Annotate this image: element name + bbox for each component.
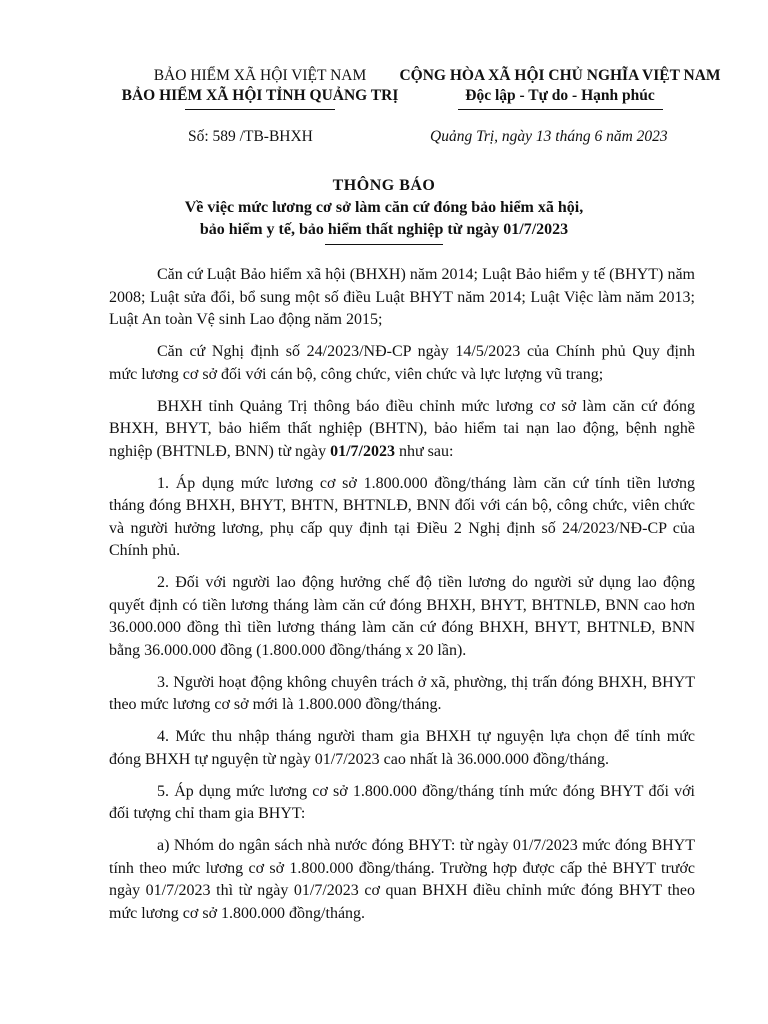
agency-underline xyxy=(185,109,335,110)
document-title-block xyxy=(100,175,668,245)
paragraph-item-3: 3. Người hoạt động không chuyên trách ở xã, phường, thị trấn đóng BHXH, BHYT theo mức lương cơ sở mới là 1.800.000 đồng/tháng. xyxy=(109,673,695,713)
national-header xyxy=(395,66,725,110)
document-title: THÔNG BÁO xyxy=(332,177,436,194)
announcement-text-end: như sau: xyxy=(394,442,454,460)
paragraph-legal-basis-2: Căn cứ Nghị định số 24/2023/NĐ-CP ngày 14/5/2023 của Chính phủ Quy định mức lương cơ sở đối với cán bộ, công chức, viên chức và lực lượng vũ trang; xyxy=(109,343,695,383)
document-body xyxy=(109,264,695,935)
paragraph-announcement xyxy=(109,396,695,464)
paragraph-item-5: 5. Áp dụng mức lương cơ sở 1.800.000 đồng/tháng tính mức đóng BHYT đối với đối tượng chỉ tham gia BHYT: xyxy=(109,782,695,822)
document-number: Số: 589 /TB-BHXH xyxy=(188,128,313,145)
title-underline xyxy=(325,244,443,245)
paragraph-legal-basis-1: Căn cứ Luật Bảo hiểm xã hội (BHXH) năm 2014; Luật Bảo hiểm y tế (BHYT) năm 2008; Luật sửa đổi, bổ sung một số điều Luật BHYT năm 2014; Luật Việc làm năm 2013; Luật An toàn Vệ sinh Lao động năm 2015; xyxy=(109,266,695,328)
document-subject-line1: Về việc mức lương cơ sở làm căn cứ đóng bảo hiểm xã hội, xyxy=(184,199,584,216)
paragraph-item-2: 2. Đối với người lao động hưởng chế độ tiền lương do người sử dụng lao động quyết định có tiền lương tháng làm căn cứ đóng BHXH, BHYT, BHTNLĐ, BNN cao hơn 36.000.000 đồng thì tiền lương tháng làm căn cứ đóng BHXH, BHYT, BHTNLĐ, BNN bằng 36.000.000 đồng (1.800.000 đồng/tháng x 20 lần). xyxy=(109,574,695,659)
agency-parent-name: BẢO HIỂM XÃ HỘI VIỆT NAM xyxy=(153,67,367,84)
paragraph-item-4: 4. Mức thu nhập tháng người tham gia BHXH tự nguyện lựa chọn để tính mức đóng BHXH tự nguyện từ ngày 01/7/2023 cao nhất là 36.000.000 đồng/tháng. xyxy=(109,728,695,768)
document-subject-line2: bảo hiểm y tế, bảo hiểm thất nghiệp từ ngày 01/7/2023 xyxy=(199,221,569,238)
national-motto: Độc lập - Tự do - Hạnh phúc xyxy=(465,87,655,104)
announcement-text: BHXH tỉnh Quảng Trị thông báo điều chỉnh mức lương cơ sở làm căn cứ đóng BHXH, BHYT, bảo hiểm thất nghiệp (BHTN), bảo hiểm tai nạn lao động, bệnh nghề nghiệp (BHTNLĐ, BNN) từ ngày xyxy=(109,397,695,460)
document-place-date: Quảng Trị, ngày 13 tháng 6 năm 2023 xyxy=(430,128,668,145)
effective-date: 01/7/2023 xyxy=(330,442,395,460)
agency-name: BẢO HIỂM XÃ HỘI TỈNH QUẢNG TRỊ xyxy=(121,87,399,104)
motto-underline xyxy=(458,109,663,110)
paragraph-item-1: 1. Áp dụng mức lương cơ sở 1.800.000 đồng/tháng làm căn cứ tính tiền lương tháng đóng BHXH, BHYT, BHTN, BHTNLĐ, BNN đối với cán bộ, công chức, viên chức và người hưởng lương, phụ cấp quy định tại Điều 2 Nghị định số 24/2023/NĐ-CP của Chính phủ. xyxy=(109,474,695,559)
paragraph-item-5a: a) Nhóm do ngân sách nhà nước đóng BHYT: từ ngày 01/7/2023 mức đóng BHYT tính theo mức lương cơ sở 1.800.000 đồng/tháng. Trường hợp được cấp thẻ BHYT trước ngày 01/7/2023 thì từ ngày 01/7/2023 cơ quan BHXH điều chỉnh mức đóng BHYT theo mức lương cơ sở 1.800.000 đồng/tháng. xyxy=(109,837,695,922)
national-title: CỘNG HÒA XÃ HỘI CHỦ NGHĨA VIỆT NAM xyxy=(399,67,721,84)
agency-header xyxy=(95,66,425,110)
